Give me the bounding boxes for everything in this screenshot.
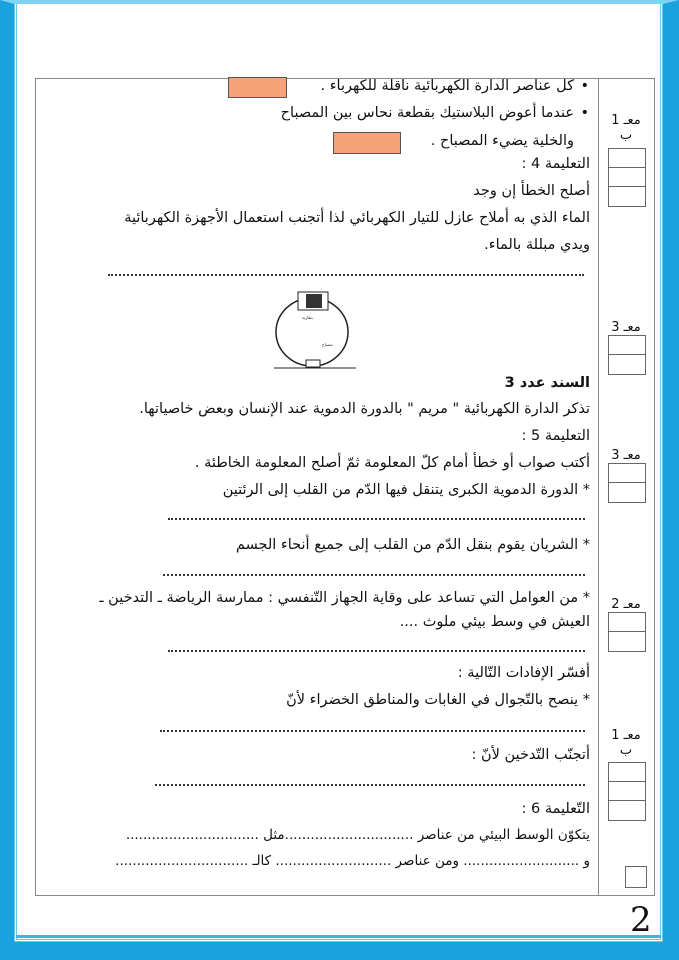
criteria-column-divider [598, 78, 599, 896]
criterion-label-2: معـ 3 [611, 320, 641, 335]
instruction-5-title: التعليمة 5 : [521, 428, 590, 444]
page-number: 2 [630, 900, 652, 940]
document-3-text: تذكر الدارة الكهربائية " مريم " بالدورة الدموية عند الإنسان وبعض خاصياتها. [139, 401, 590, 417]
bullet-icon: • [580, 78, 589, 94]
answer-line[interactable] [160, 730, 585, 732]
criterion-label-3: معـ 3 [611, 448, 641, 463]
instruction-6-title: التّعليمة 6 : [521, 801, 590, 817]
lamp-label: مصباح [322, 342, 333, 347]
statement-5-3: * من العوامل التي تساعد على وقاية الجهاز التّنفسي : ممارسة الرياضة ـ التدخين ـ [99, 590, 590, 606]
answer-line[interactable] [168, 518, 585, 520]
statement-5-3-cont: العيش في وسط بيئي ملوث .... [399, 614, 590, 630]
document-3-title: السند عدد 3 [504, 375, 590, 391]
statement-2: عندما أعوض البلاستيك بقطعة نحاس بين المصباح [280, 105, 574, 121]
criterion-label-1: معـ 1 ب [611, 113, 641, 143]
circuit-diagram [270, 288, 365, 372]
instruction-4-text: الماء الذي به أملاح عازل للتيار الكهربائي لذا أتجنب استعمال الأجهزة الكهربائية [124, 210, 590, 226]
criterion-score-boxes[interactable] [608, 612, 646, 652]
answer-line[interactable] [108, 274, 584, 276]
criterion-score-boxes[interactable] [608, 463, 646, 503]
frame-bottom-line [16, 935, 661, 938]
answer-line[interactable] [155, 784, 585, 786]
criterion-label-5: معـ 1 ب [611, 728, 641, 758]
criterion-score-box[interactable] [625, 866, 647, 888]
bullet-icon: • [580, 105, 589, 121]
criterion-score-boxes[interactable] [608, 762, 646, 821]
explain-1: * ينصح بالتّجوال في الغابات والمناطق الخضراء لأنّ [286, 692, 590, 708]
instruction-6-line2: و ........................... ومن عناصر ........................... كالـ ............................... [115, 853, 590, 869]
statement-5-1: * الدورة الدموية الكبرى يتنقل فيها الدّم من القلب إلى الرئتين [222, 482, 590, 498]
statement-5-2: * الشريان يقوم بنقل الدّم من القلب إلى جميع أنحاء الجسم [235, 537, 590, 553]
instruction-4-title: التعليمة 4 : [521, 156, 590, 172]
criterion-label-4: معـ 2 [611, 597, 641, 612]
statement-1: كل عناصر الدارة الكهربائية ناقلة للكهرباء . [320, 78, 574, 94]
answer-box-1[interactable] [228, 77, 287, 98]
instruction-6-line1: يتكوّن الوسط البيئي من عناصر ..............................مثل ............................... [125, 827, 590, 843]
answer-box-2[interactable] [333, 132, 401, 154]
lamp-icon [306, 360, 320, 367]
instruction-5-prompt: أكتب صواب أو خطأ أمام كلّ المعلومة ثمّ أصلح المعلومة الخاطئة . [194, 455, 590, 471]
explain-title: أفسّر الإفادات التّالية : [457, 665, 590, 681]
instruction-4-prompt: أصلح الخطأ إن وجد [473, 183, 590, 199]
explain-2: أتجنّب التّدخين لأنّ : [471, 747, 590, 763]
criterion-score-boxes[interactable] [608, 148, 646, 207]
battery-label: بطارية [302, 315, 313, 320]
criterion-score-boxes[interactable] [608, 335, 646, 375]
instruction-4-text-cont: ويدي مبللة بالماء. [484, 237, 590, 253]
answer-line[interactable] [163, 574, 585, 576]
answer-line[interactable] [168, 650, 585, 652]
statement-2-cont: والخلية يضيء المصباح . [430, 133, 574, 149]
